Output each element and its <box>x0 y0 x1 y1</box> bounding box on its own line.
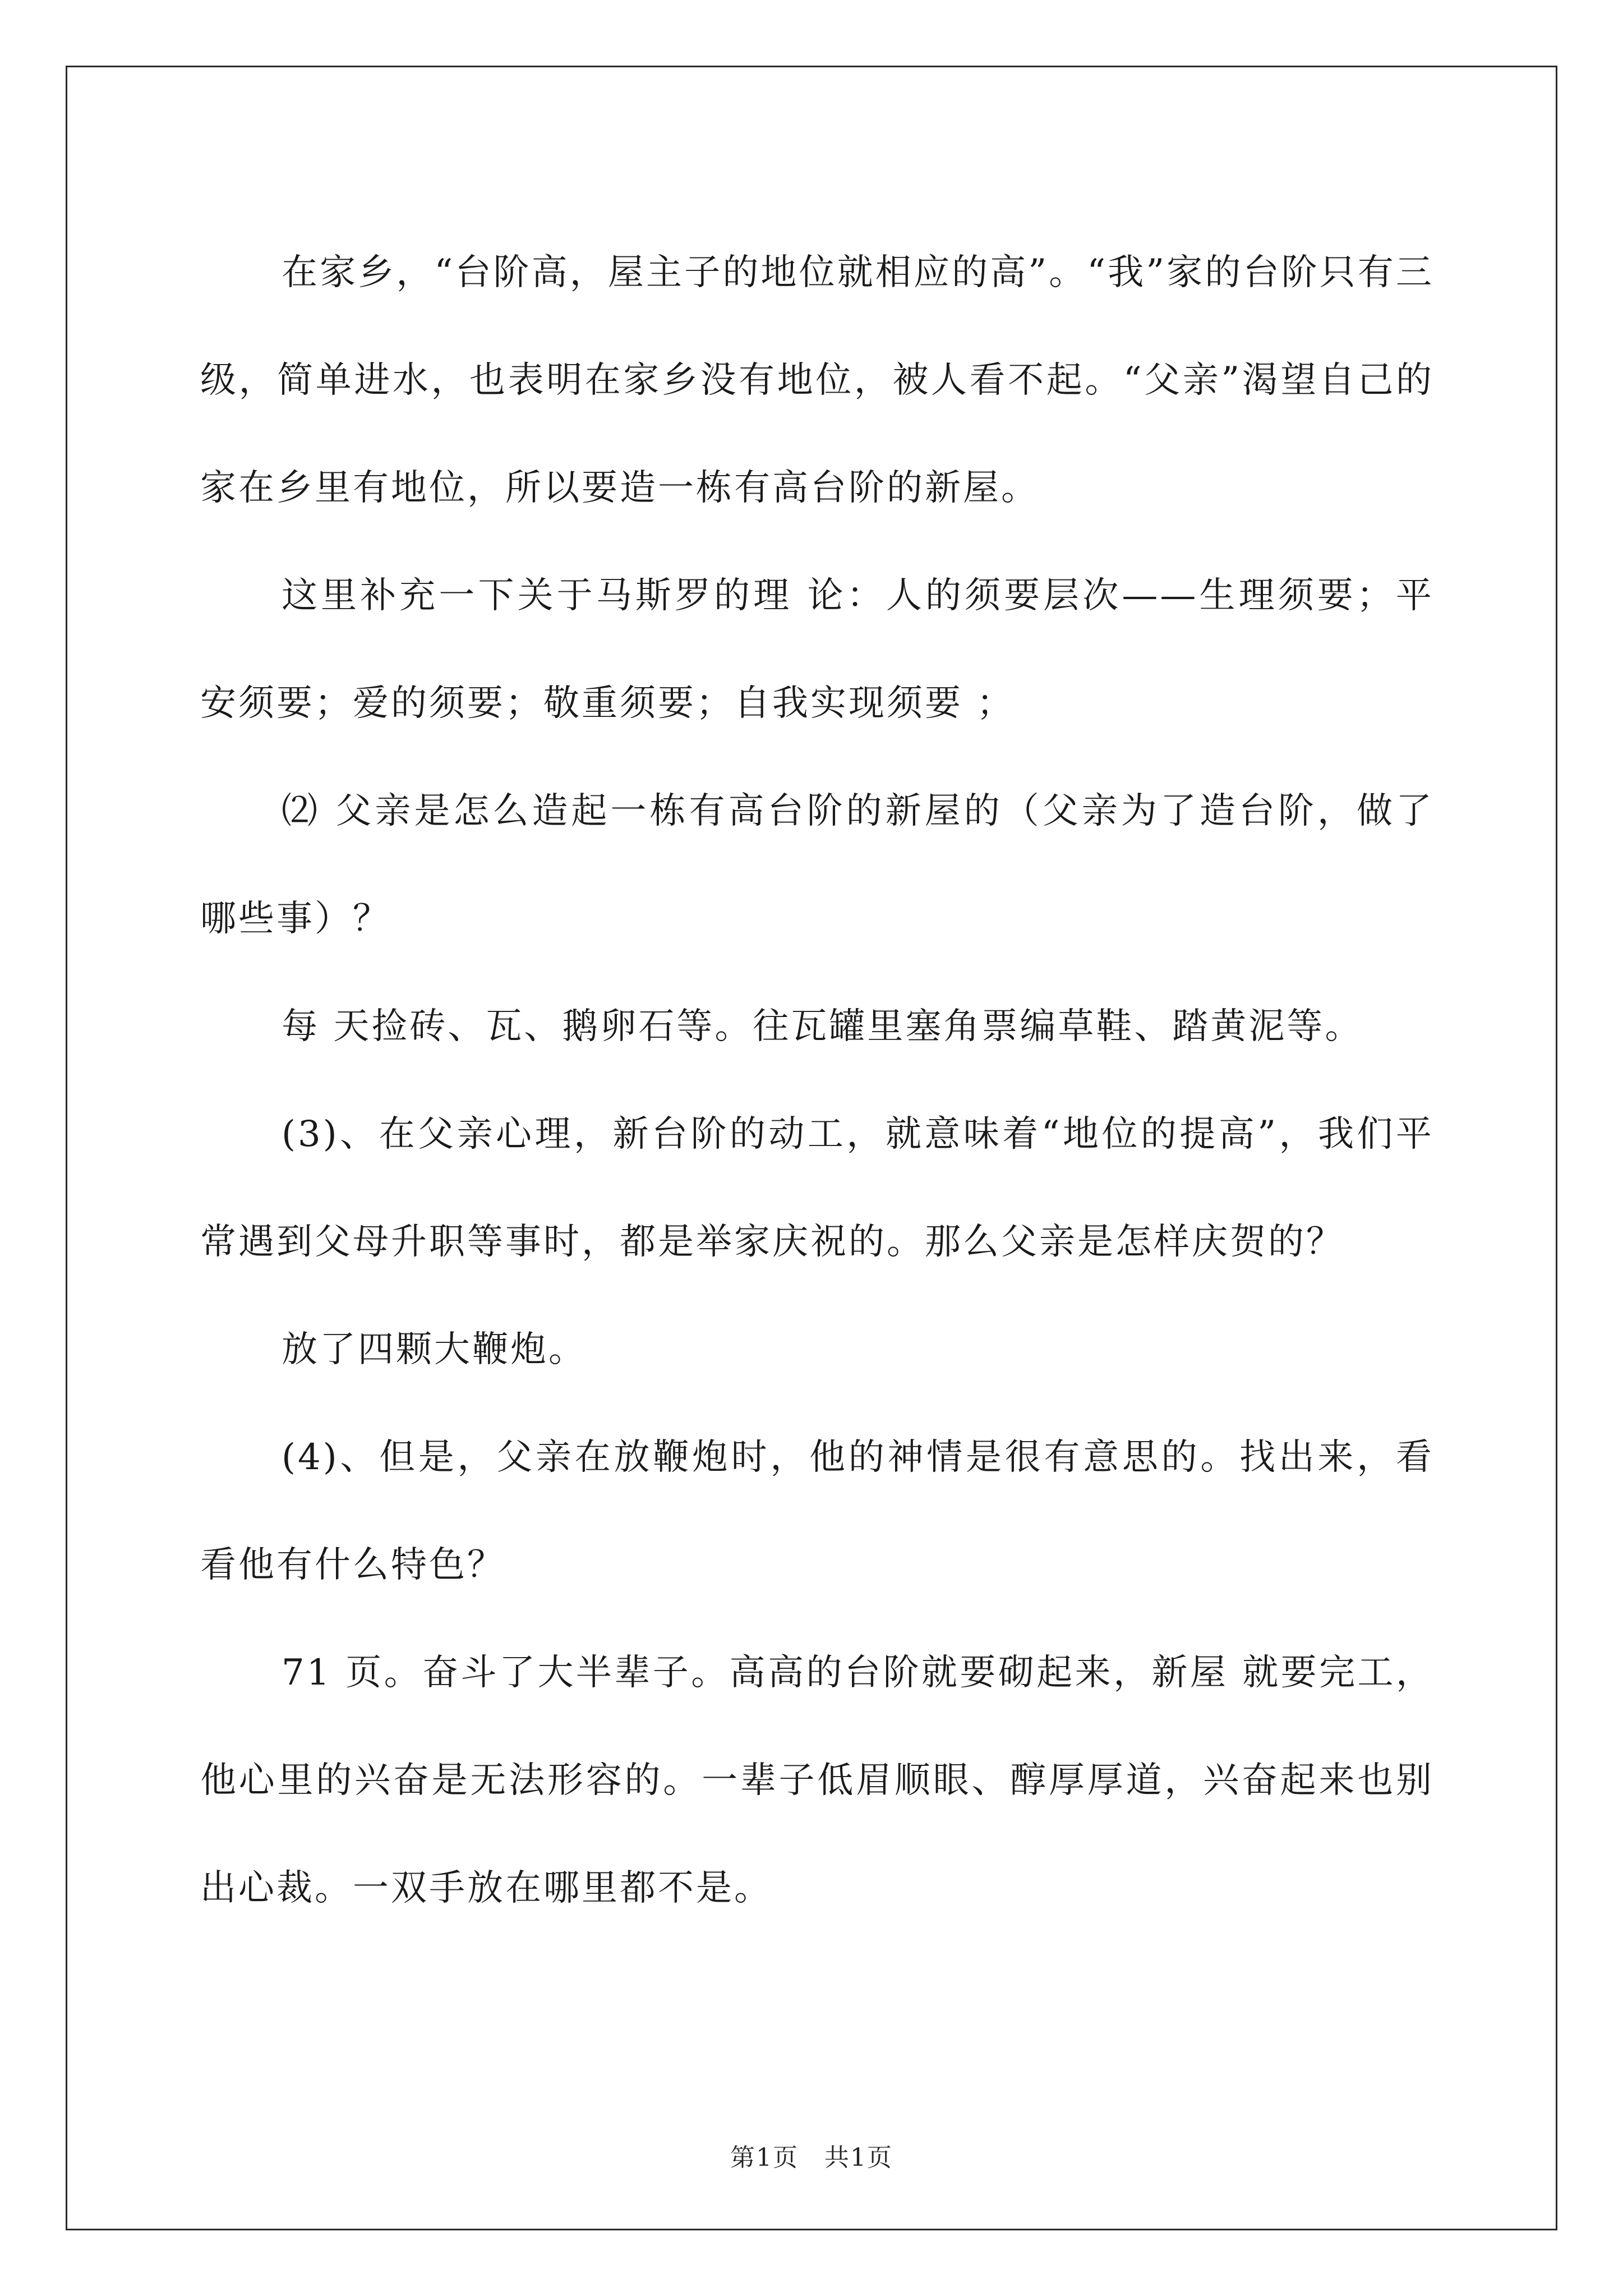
paragraph-7: (4)、但是，父亲在放鞭炮时，他的神情是很有意思的。找出来，看看他有什么特色？ <box>200 1437 1434 1586</box>
paragraph-1: 在家乡，“台阶高，屋主子的地位就相应的高”。“我”家的台阶只有三级，简单进水，也表明在家乡没有地位，被人看不起。“父亲”渴望自己的家在乡里有地位，所以要造一栋有高台阶的新屋。 <box>200 252 1434 509</box>
document-body <box>200 219 1434 1942</box>
paragraph-2: 这里补充一下关于马斯罗的理 论：人的须要层次——生理须要；平安须要；爱的须要；敬重须要；自我实现须要 ； <box>200 575 1434 724</box>
paragraph-8: 71 页。奋斗了大半辈子。高高的台阶就要砌起来，新屋 就要完工，他心里的兴奋是无法形容的。一辈子低眉顺眼、醇厚厚道，兴奋起来也别出心裁。一双手放在哪里都不是。 <box>200 1652 1434 1909</box>
paragraph-3: ⑵ 父亲是怎么造起一栋有高台阶的新屋的（父亲为了造台阶，做了哪些事）？ <box>200 790 1434 940</box>
paragraph-6: 放了四颗大鞭炮。 <box>282 1329 587 1370</box>
paragraph-5: (3)、在父亲心理，新台阶的动工，就意味着“地位的提高”，我们平常遇到父母升职等事时，都是举家庆祝的。那么父亲是怎样庆贺的？ <box>200 1114 1434 1263</box>
page-number-footer: 第1页 共1页 <box>730 2143 893 2172</box>
paragraph-4: 每 天捡砖、瓦、鹅卵石等。往瓦罐里塞角票编草鞋、踏黄泥等。 <box>282 1006 1363 1047</box>
